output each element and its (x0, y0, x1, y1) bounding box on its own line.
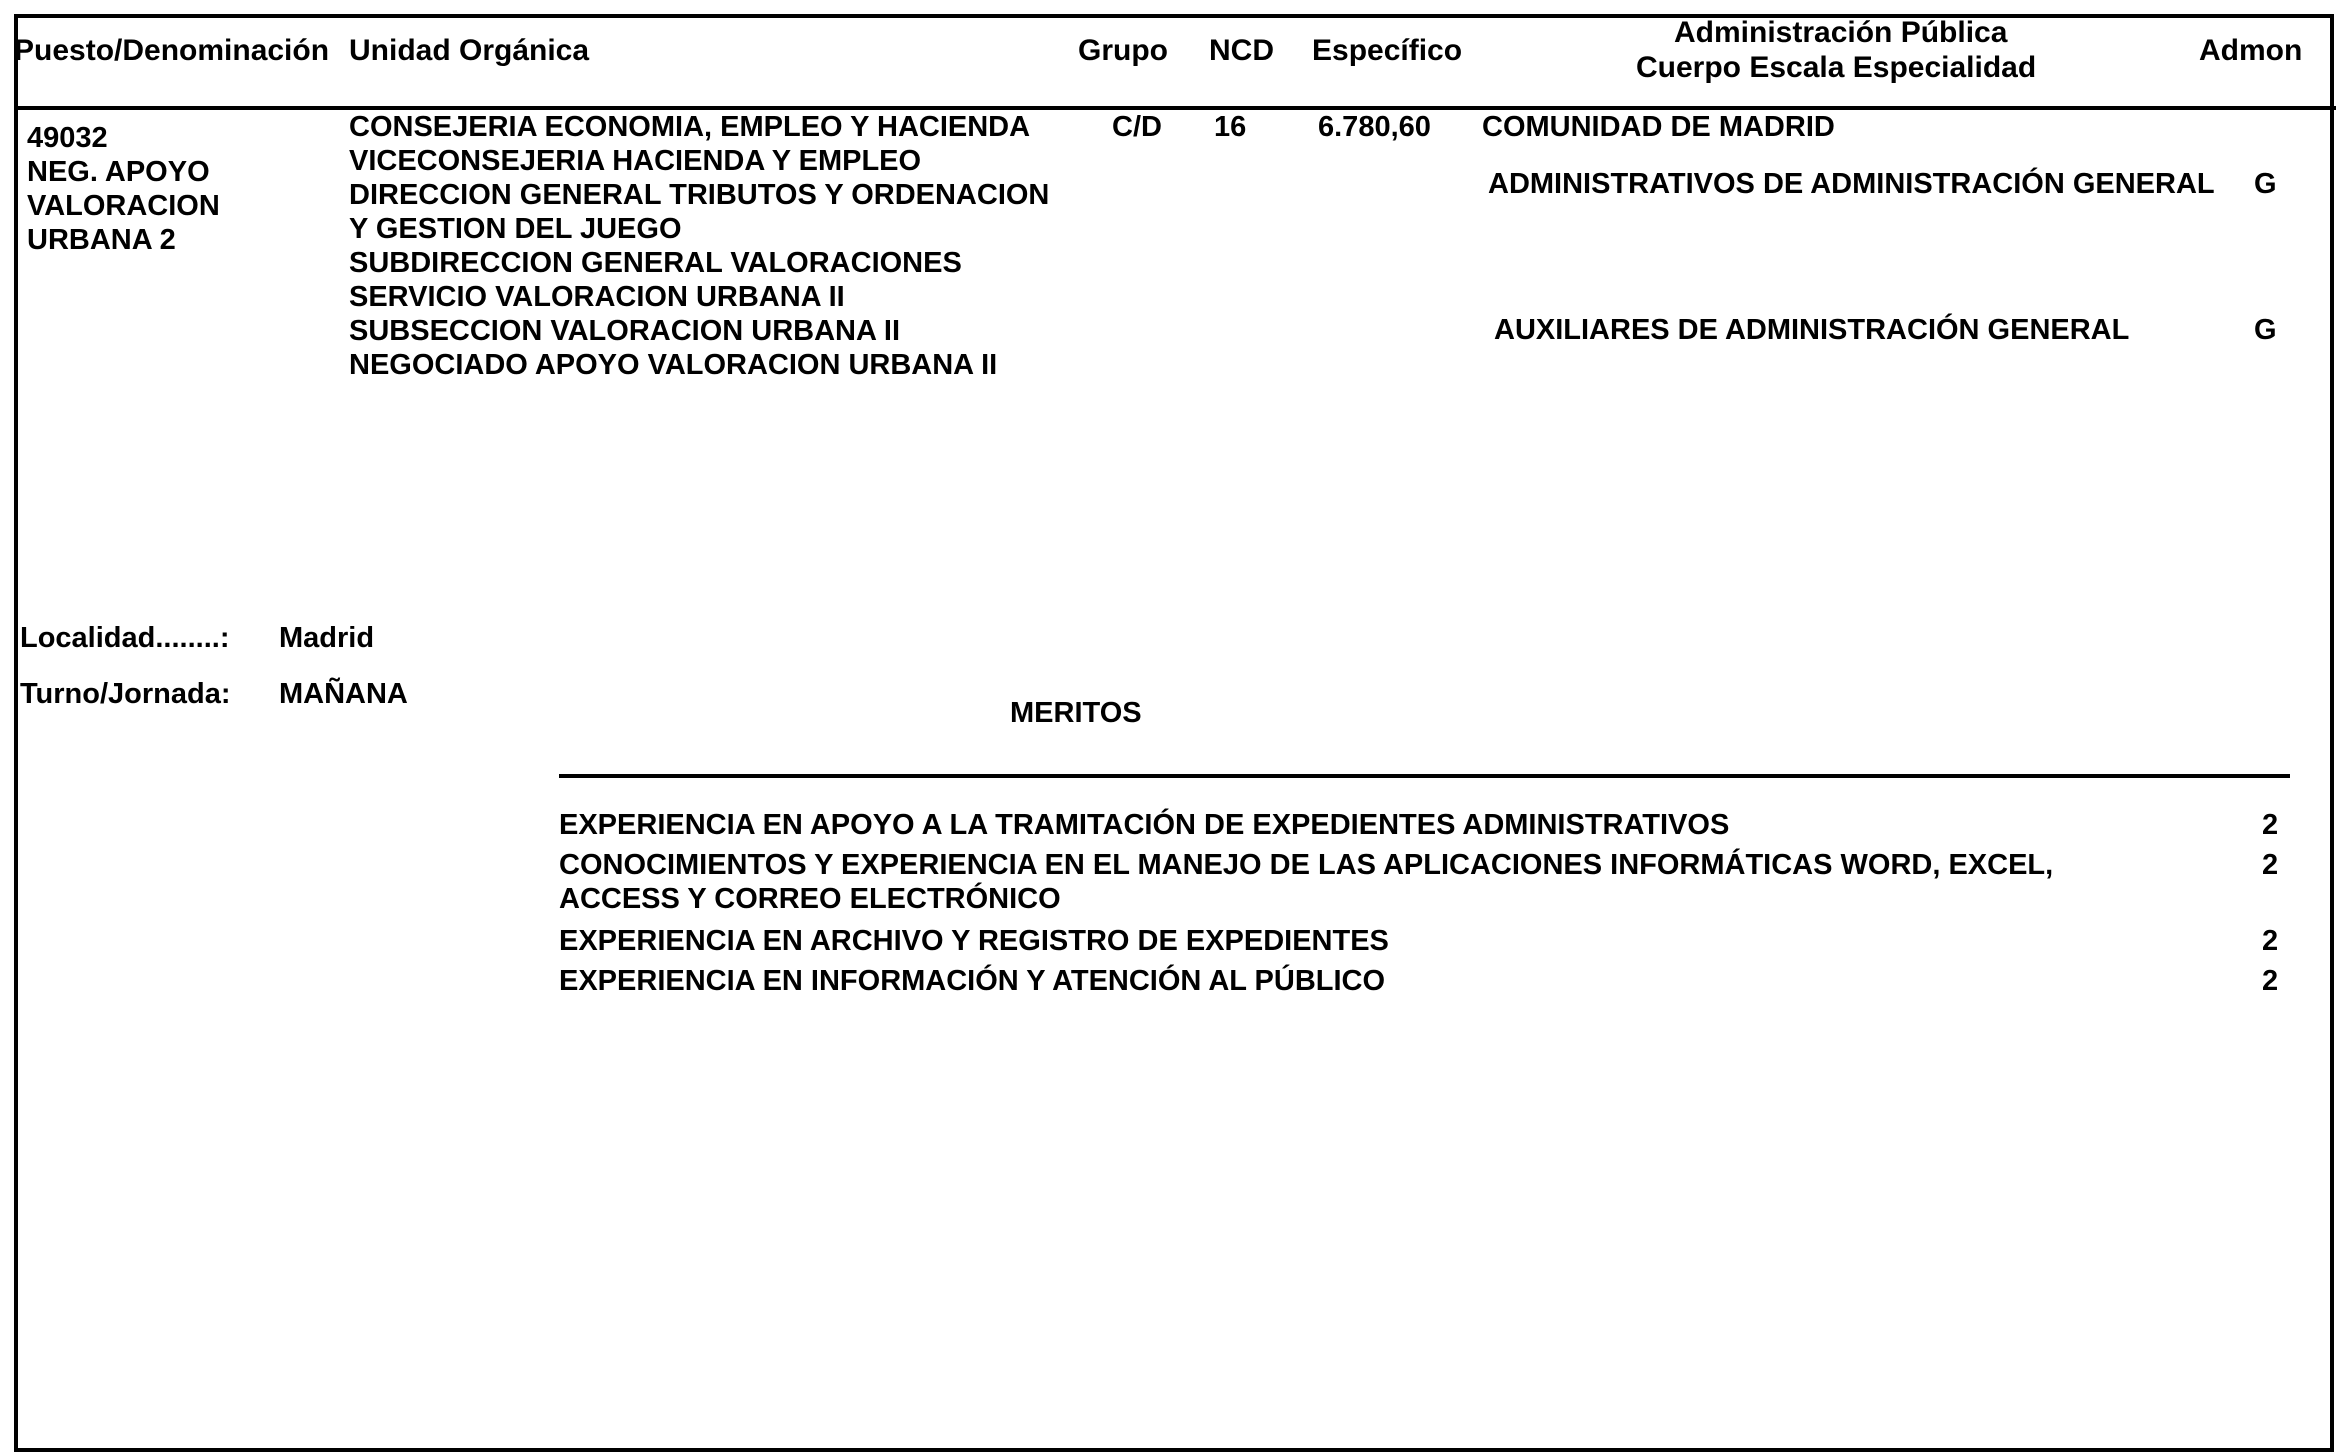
puesto-codigo: 49032 (27, 122, 108, 154)
merito-item-text: EXPERIENCIA EN ARCHIVO Y REGISTRO DE EXPEDIENTES (559, 925, 1389, 957)
merito-item-text: EXPERIENCIA EN APOYO A LA TRAMITACIÓN DE EXPEDIENTES ADMINISTRATIVOS (559, 809, 1730, 841)
ncd-value: 16 (1214, 111, 1247, 143)
unidad-line: VICECONSEJERIA HACIENDA Y EMPLEO (349, 145, 922, 177)
unidad-line: SUBDIRECCION GENERAL VALORACIONES (349, 247, 962, 279)
grupo-value: C/D (1112, 111, 1162, 143)
header-ncd: NCD (1209, 34, 1274, 67)
header-admin-publica: Administración Pública (1674, 16, 2008, 49)
puesto-denominacion-line: NEG. APOYO (27, 156, 210, 188)
puesto-denominacion-line: URBANA 2 (27, 224, 176, 256)
merito-item-points: 2 (2262, 809, 2279, 841)
cuerpo-nombre: ADMINISTRATIVOS DE ADMINISTRACIÓN GENERAL (1488, 168, 2215, 200)
merito-item-text: EXPERIENCIA EN INFORMACIÓN Y ATENCIÓN AL PÚBLICO (559, 965, 1386, 997)
unidad-line: SUBSECCION VALORACION URBANA II (349, 315, 901, 347)
turno-value: MAÑANA (279, 678, 408, 710)
especifico-value: 6.780,60 (1318, 111, 1431, 143)
merito-item-text: ACCESS Y CORREO ELECTRÓNICO (559, 883, 1061, 915)
header-especifico: Específico (1312, 34, 1463, 67)
cuerpo-nombre: AUXILIARES DE ADMINISTRACIÓN GENERAL (1494, 314, 2130, 346)
header-cuerpo-escala: Cuerpo Escala Especialidad (1636, 51, 2037, 84)
cuerpo-admon: G (2254, 314, 2277, 346)
localidad-value: Madrid (279, 622, 375, 654)
unidad-line: CONSEJERIA ECONOMIA, EMPLEO Y HACIENDA (349, 111, 1031, 143)
unidad-line: NEGOCIADO APOYO VALORACION URBANA II (349, 349, 998, 381)
puesto-denominacion-line: VALORACION (27, 190, 220, 222)
administracion-value: COMUNIDAD DE MADRID (1482, 111, 1835, 143)
meritos-title: MERITOS (1010, 697, 1142, 729)
unidad-line: DIRECCION GENERAL TRIBUTOS Y ORDENACION (349, 179, 1050, 211)
merito-item-text: CONOCIMIENTOS Y EXPERIENCIA EN EL MANEJO DE LAS APLICACIONES INFORMÁTICAS WORD, EXCEL, (559, 849, 2054, 881)
unidad-line: SERVICIO VALORACION URBANA II (349, 281, 845, 313)
merito-item-points: 2 (2262, 925, 2279, 957)
unidad-line: Y GESTION DEL JUEGO (349, 213, 682, 245)
header-puesto: Puesto/Denominación (14, 34, 330, 67)
puesto-block (27, 121, 220, 257)
merito-item-points: 2 (2262, 965, 2279, 997)
header-admon: Admon (2199, 34, 2303, 67)
cuerpo-admon: G (2254, 168, 2277, 200)
header-unidad: Unidad Orgánica (349, 34, 590, 67)
localidad-label: Localidad........: (20, 622, 230, 654)
turno-label: Turno/Jornada: (20, 678, 231, 710)
unidad-organica-block (349, 110, 1049, 382)
header-grupo: Grupo (1078, 34, 1168, 67)
meritos-divider (559, 774, 2290, 778)
merito-item-points: 2 (2262, 849, 2279, 881)
